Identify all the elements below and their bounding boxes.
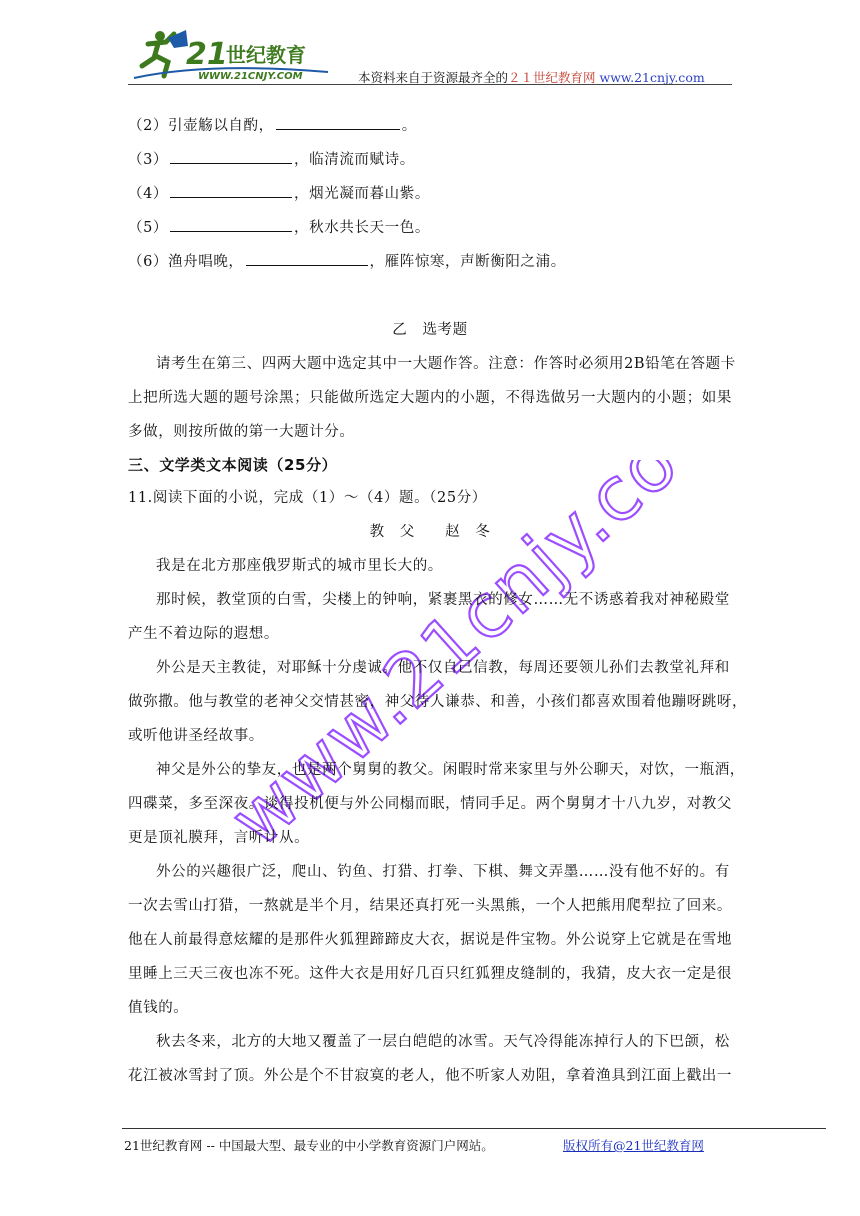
question-2-end: 。 — [401, 118, 417, 134]
site-logo — [128, 22, 348, 86]
logo-text: 世纪教育 — [226, 43, 306, 67]
question-5-text: ，秋水共长天一色。 — [294, 220, 430, 236]
header-note-site: ２１世纪教育网 — [508, 70, 596, 85]
story-paragraph: 一次去雪山打猎，一熬就是半个月，结果还真打死一头黑熊，一个人把熊用爬犁拉了回来。 — [128, 898, 732, 914]
story-paragraph: 那时候，教堂顶的白雪，尖楼上的钟响，紧裹黑衣的修女……无不诱惑着我对神秘殿堂 — [156, 592, 730, 608]
question-2-text: （2）引壶觞以自酌， — [128, 118, 274, 134]
question-4-text: ，烟光凝而暮山紫。 — [294, 186, 430, 202]
story-paragraph: 花江被冰雪封了顶。外公是个不甘寂寞的老人，他不听家人劝阻，拿着渔具到江面上戳出一 — [128, 1068, 732, 1084]
question-3 — [128, 148, 415, 169]
answer-blank[interactable] — [170, 217, 292, 232]
question-6-end: ，雁阵惊寒，声断衡阳之浦。 — [369, 254, 566, 270]
question-5 — [128, 216, 430, 237]
answer-blank[interactable] — [170, 149, 292, 164]
question-3-number: （3） — [128, 152, 169, 168]
svg-text:21: 21 — [186, 37, 228, 72]
header-note-prefix: 本资料来自于资源最齐全的 — [358, 70, 509, 85]
story-paragraph: 他在人前最得意炫耀的是那件火狐狸蹄蹄皮大衣，据说是件宝物。外公说穿上它就是在雪地 — [128, 932, 732, 948]
copyright-link[interactable]: 版权所有@21世纪教育网 — [563, 1138, 704, 1153]
answer-blank[interactable] — [276, 115, 400, 130]
logo-graphic — [128, 22, 348, 86]
story-paragraph: 里睡上三天三夜也冻不死。这件大衣是用好几百只红狐狸皮缝制的，我猜，皮大衣一定是很 — [128, 966, 732, 982]
story-paragraph: 或听他讲圣经故事。 — [128, 728, 264, 744]
page-header — [128, 18, 732, 88]
story-title: 教 父 赵 冬 — [369, 524, 491, 540]
story-paragraph: 外公是天主教徒，对耶稣十分虔诚。他不仅自己信教，每周还要领儿孙们去教堂礼拜和 — [156, 660, 730, 676]
footer-divider — [122, 1128, 826, 1129]
story-paragraph: 外公的兴趣很广泛，爬山、钓鱼、打猎、打拳、下棋、舞文弄墨……没有他不好的。有 — [156, 864, 730, 880]
instruction-line: 上把所选大题的题号涂黑；只能做所选定大题内的小题，不得选做另一大题内的小题；如果 — [128, 390, 732, 406]
question-2 — [128, 114, 417, 135]
instruction-line: 多做，则按所做的第一大题计分。 — [128, 424, 355, 440]
question-5-number: （5） — [128, 220, 169, 236]
footer-text: 21世纪教育网 -- 中国最大型、最专业的中小学教育资源门户网站。 — [124, 1138, 494, 1153]
story-paragraph: 我是在北方那座俄罗斯式的城市里长大的。 — [156, 558, 443, 574]
answer-blank[interactable] — [170, 183, 292, 198]
part-heading: 三、文学类文本阅读（25分） — [128, 456, 338, 474]
header-divider — [128, 84, 732, 85]
section-title: 乙 选考题 — [392, 322, 468, 338]
instruction-line: 请考生在第三、四两大题中选定其中一大题作答。注意：作答时必须用2B铅笔在答题卡 — [156, 356, 736, 372]
answer-blank[interactable] — [246, 251, 368, 266]
story-paragraph: 神父是外公的挚友，也是两个舅舅的教父。闲暇时常来家里与外公聊天，对饮，一瓶酒， — [156, 762, 745, 778]
question-6 — [128, 250, 566, 271]
header-note-url[interactable]: www.21cnjy.com — [599, 70, 705, 85]
question-6-text: （6）渔舟唱晚， — [128, 254, 244, 270]
story-paragraph: 做弥撒。他与教堂的老神父交情甚密，神父待人谦恭、和善，小孩们都喜欢围着他蹦呀跳呀， — [128, 694, 748, 710]
question-4 — [128, 182, 430, 203]
story-paragraph: 更是顶礼膜拜，言听计从。 — [128, 830, 310, 846]
story-paragraph: 产生不着边际的遐想。 — [128, 626, 279, 642]
question-11: 11.阅读下面的小说，完成（1）～（4）题。（25分） — [128, 490, 487, 506]
logo-url: WWW.21CNJY.COM — [198, 71, 303, 82]
story-paragraph: 秋去冬来，北方的大地又覆盖了一层白皑皑的冰雪。天气冷得能冻掉行人的下巴颌，松 — [156, 1034, 730, 1050]
story-paragraph: 值钱的。 — [128, 1000, 189, 1016]
question-4-number: （4） — [128, 186, 169, 202]
story-paragraph: 四碟菜，多至深夜。谈得投机便与外公同榻而眠，情同手足。两个舅舅才十八九岁，对教父 — [128, 796, 732, 812]
watermark-text: www.21cnjy.com — [214, 460, 680, 864]
question-3-text: ，临清流而赋诗。 — [294, 152, 415, 168]
